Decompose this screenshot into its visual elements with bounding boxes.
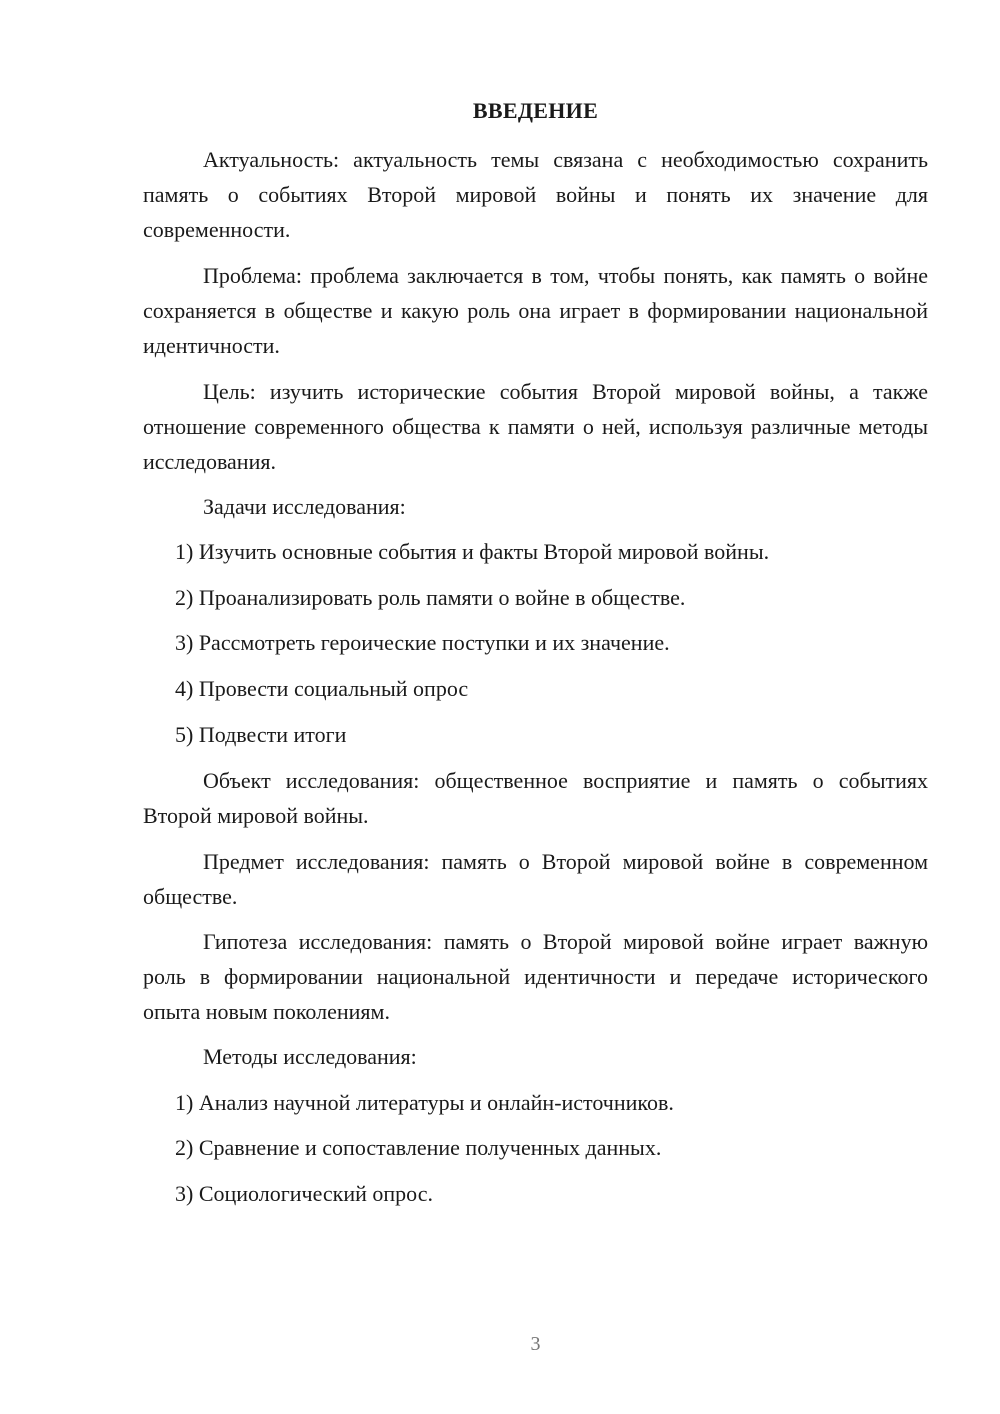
task-item: 2) Проанализировать роль памяти о войне в обществе. — [175, 585, 686, 610]
subject-paragraph — [143, 844, 928, 914]
goal-text: Цель: изучить исторические события Второй мировой войны, а также отношение современного общества к памяти о ней, используя различные методы исследования. — [143, 379, 928, 474]
section-heading: ВВЕДЕНИЕ — [472, 98, 599, 123]
object-paragraph — [143, 763, 928, 833]
document-page — [143, 0, 928, 1414]
methods-title: Методы исследования: — [203, 1044, 417, 1069]
relevance-text: Актуальность: актуальность темы связана с необходимостью сохранить память о событиях Второй мировой войны и понять их значение для современности. — [143, 147, 928, 242]
hypothesis-paragraph — [143, 924, 928, 1029]
subject-text: Предмет исследования: память о Второй мировой войне в современном обществе. — [143, 849, 928, 909]
object-text: Объект исследования: общественное восприятие и память о событиях Второй мировой войны. — [143, 768, 928, 828]
method-item: 2) Сравнение и сопоставление полученных данных. — [175, 1135, 662, 1160]
goal-paragraph — [143, 374, 928, 479]
task-item: 5) Подвести итоги — [175, 722, 347, 747]
problem-text: Проблема: проблема заключается в том, чтобы понять, как память о войне сохраняется в обществе и какую роль она играет в формировании национальной идентичности. — [143, 263, 928, 358]
task-item: 3) Рассмотреть героические поступки и их значение. — [175, 630, 670, 655]
tasks-title: Задачи исследования: — [203, 494, 406, 519]
problem-paragraph — [143, 258, 928, 363]
task-item: 4) Провести социальный опрос — [175, 676, 469, 701]
method-item: 1) Анализ научной литературы и онлайн-источников. — [175, 1090, 674, 1115]
task-item: 1) Изучить основные события и факты Второй мировой войны. — [175, 539, 770, 564]
hypothesis-text: Гипотеза исследования: память о Второй мировой войне играет важную роль в формировании национальной идентичности и передаче исторического опыта новым поколениям. — [143, 929, 928, 1024]
method-item: 3) Социологический опрос. — [175, 1181, 433, 1206]
page-number: 3 — [530, 1333, 541, 1355]
relevance-paragraph — [143, 142, 928, 247]
